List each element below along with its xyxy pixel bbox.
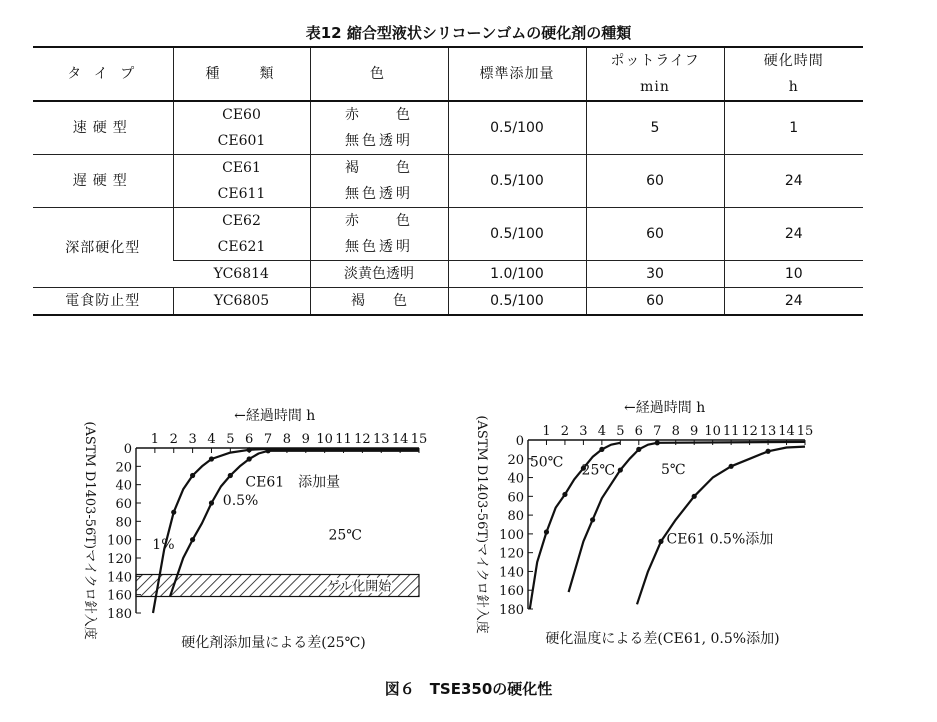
x-tick-label: 6 bbox=[634, 424, 643, 439]
header-curetime-label: 硬化時間 bbox=[763, 53, 824, 69]
y-tick-label: 140 bbox=[107, 570, 132, 586]
kind-value: CE611 bbox=[217, 186, 266, 202]
kind-value: YC6805 bbox=[173, 288, 310, 316]
potlife-value: 60 bbox=[586, 288, 724, 316]
series-label: 0.5% bbox=[222, 492, 259, 509]
chart-caption: 硬化剤添加量による差(25℃) bbox=[181, 635, 366, 651]
chart-caption: 硬化温度による差(CE61, 0.5%添加) bbox=[545, 631, 780, 647]
x-tick-label: 10 bbox=[704, 424, 721, 439]
series-label: 25℃ bbox=[581, 462, 616, 479]
amount-value: 0.5/100 bbox=[448, 101, 586, 155]
series-point bbox=[544, 529, 549, 534]
potlife-value: 30 bbox=[586, 261, 724, 288]
series-point bbox=[590, 517, 595, 522]
potlife-value: 60 bbox=[586, 208, 724, 261]
series-label: 1% bbox=[152, 536, 175, 553]
series-point bbox=[190, 473, 195, 478]
kind-cell bbox=[173, 208, 310, 261]
y-tick-label: 80 bbox=[115, 515, 132, 531]
series-point bbox=[247, 447, 252, 452]
y-axis-label: (ASTM D1403-56T)マイクロ針入度 bbox=[82, 421, 97, 640]
y-tick-label: 120 bbox=[499, 546, 524, 562]
color-value: 褐 色 bbox=[310, 288, 448, 316]
series-point bbox=[228, 473, 233, 478]
curetime-value: 10 bbox=[724, 261, 863, 288]
table-header-row bbox=[33, 47, 863, 101]
header-potlife-label: ポットライフ bbox=[610, 53, 700, 69]
kind-value: CE62 bbox=[222, 213, 261, 229]
kind-value: CE621 bbox=[217, 239, 266, 255]
header-amount: 標準添加量 bbox=[448, 47, 586, 101]
kind-value: YC6814 bbox=[173, 261, 310, 288]
series-point bbox=[190, 537, 195, 542]
chart-cure-temperature bbox=[474, 399, 813, 647]
kind-cell bbox=[173, 101, 310, 155]
x-tick-label: 13 bbox=[759, 424, 777, 439]
y-tick-label: 100 bbox=[107, 533, 132, 549]
x-tick-label: 15 bbox=[410, 432, 428, 447]
table-title: 表12 縮合型液状シリコーンゴムの硬化剤の種類 bbox=[305, 24, 632, 42]
y-tick-label: 140 bbox=[499, 565, 524, 581]
potlife-value: 5 bbox=[586, 101, 724, 155]
color-value: 赤 色 bbox=[345, 107, 413, 123]
x-tick-label: 3 bbox=[188, 432, 197, 447]
y-tick-label: 80 bbox=[507, 509, 524, 525]
x-tick-label: 14 bbox=[778, 424, 795, 439]
y-tick-label: 0 bbox=[515, 434, 524, 449]
series-point bbox=[636, 447, 641, 452]
kind-cell bbox=[173, 155, 310, 208]
chart-additive-amount bbox=[82, 407, 427, 651]
series-point bbox=[618, 467, 623, 472]
x-tick-label: 9 bbox=[301, 432, 310, 447]
x-tick-label: 8 bbox=[282, 432, 292, 447]
y-tick-label: 20 bbox=[507, 452, 524, 468]
y-tick-label: 120 bbox=[107, 552, 132, 567]
potlife-value: 60 bbox=[586, 155, 724, 208]
type-corrosion: 電食防止型 bbox=[33, 288, 173, 316]
header-potlife bbox=[586, 47, 724, 101]
x-tick-label: 14 bbox=[391, 432, 409, 447]
series-point bbox=[729, 464, 734, 469]
chart-title: ←経過時間 h bbox=[624, 400, 706, 416]
x-tick-label: 3 bbox=[579, 424, 588, 439]
series-point bbox=[765, 449, 770, 454]
curetime-value: 24 bbox=[724, 288, 863, 316]
y-tick-label: 180 bbox=[499, 603, 524, 618]
color-value: 赤 色 bbox=[345, 213, 413, 229]
x-tick-label: 11 bbox=[335, 432, 352, 447]
x-tick-label: 5 bbox=[226, 432, 235, 447]
x-tick-label: 10 bbox=[316, 432, 333, 447]
amount-value: 1.0/100 bbox=[448, 261, 586, 288]
series-point bbox=[562, 492, 567, 497]
product-annotation: CE61 0.5%添加 bbox=[666, 531, 774, 548]
series-point bbox=[692, 494, 697, 499]
color-value: 無色透明 bbox=[345, 186, 413, 202]
table-row bbox=[33, 155, 863, 208]
x-tick-label: 15 bbox=[796, 424, 814, 439]
color-cell bbox=[310, 155, 448, 208]
series-point bbox=[655, 440, 660, 445]
x-tick-label: 5 bbox=[616, 424, 625, 439]
series-label: 50℃ bbox=[529, 454, 564, 471]
color-value: 淡黄色透明 bbox=[310, 261, 448, 288]
series-point bbox=[658, 539, 663, 544]
y-axis-label: (ASTM D1403-56T)マイクロ針入度 bbox=[474, 415, 489, 634]
color-value: 褐 色 bbox=[345, 160, 413, 176]
header-curetime-unit: h bbox=[788, 79, 799, 95]
y-tick-label: 0 bbox=[123, 442, 132, 457]
x-tick-label: 7 bbox=[653, 424, 662, 439]
type-deep: 深部硬化型 bbox=[33, 208, 173, 288]
kind-value: CE61 bbox=[222, 160, 261, 176]
x-tick-label: 2 bbox=[560, 424, 570, 439]
kind-value: CE601 bbox=[217, 133, 266, 149]
y-tick-label: 180 bbox=[107, 607, 132, 622]
x-tick-label: 9 bbox=[690, 424, 699, 439]
hardener-table bbox=[33, 46, 863, 316]
header-color: 色 bbox=[310, 47, 448, 101]
x-tick-label: 1 bbox=[542, 424, 551, 439]
temperature-annotation: 25℃ bbox=[328, 527, 362, 544]
amount-value: 0.5/100 bbox=[448, 155, 586, 208]
color-cell bbox=[310, 208, 448, 261]
series-point bbox=[247, 456, 252, 461]
series-point bbox=[265, 448, 270, 453]
color-value: 無色透明 bbox=[345, 133, 413, 149]
kind-value: CE60 bbox=[222, 107, 261, 123]
y-tick-label: 60 bbox=[115, 497, 132, 512]
x-tick-label: 4 bbox=[207, 432, 216, 447]
product-annotation: CE61 添加量 bbox=[245, 474, 341, 491]
figure-caption: 図６ TSE350の硬化性 bbox=[384, 680, 553, 698]
curetime-value: 24 bbox=[724, 155, 863, 208]
amount-value: 0.5/100 bbox=[448, 288, 586, 316]
color-value: 無色透明 bbox=[345, 239, 413, 255]
x-tick-label: 12 bbox=[741, 424, 758, 439]
gel-band-label: ゲル化開始 bbox=[326, 579, 392, 595]
type-slow: 遅硬型 bbox=[33, 155, 173, 208]
type-fast: 速硬型 bbox=[33, 101, 173, 155]
table-row bbox=[33, 288, 863, 316]
y-tick-label: 20 bbox=[115, 460, 132, 476]
curetime-value: 24 bbox=[724, 208, 863, 261]
charts-area bbox=[0, 380, 937, 670]
x-tick-label: 11 bbox=[722, 424, 740, 439]
series-point bbox=[209, 456, 214, 461]
header-curetime bbox=[724, 47, 863, 101]
amount-value: 0.5/100 bbox=[448, 208, 586, 261]
series-point bbox=[209, 500, 214, 505]
color-cell bbox=[310, 101, 448, 155]
header-kind: 種 類 bbox=[173, 47, 310, 101]
y-tick-label: 40 bbox=[115, 478, 132, 494]
chart-title: ←経過時間 h bbox=[234, 408, 316, 424]
series-point bbox=[171, 510, 176, 515]
x-tick-label: 6 bbox=[245, 432, 254, 447]
table-row bbox=[33, 101, 863, 155]
header-potlife-unit: min bbox=[640, 79, 670, 95]
curetime-value: 1 bbox=[724, 101, 863, 155]
y-tick-label: 100 bbox=[499, 527, 524, 543]
y-tick-label: 40 bbox=[507, 471, 524, 487]
table-row bbox=[33, 208, 863, 261]
header-type: タ イ プ bbox=[33, 47, 173, 101]
x-tick-label: 8 bbox=[671, 424, 680, 439]
y-tick-label: 160 bbox=[499, 584, 524, 600]
series-point bbox=[599, 447, 604, 452]
x-tick-label: 1 bbox=[150, 432, 160, 447]
x-tick-label: 4 bbox=[597, 424, 607, 439]
series-label: 5℃ bbox=[660, 461, 686, 478]
y-tick-label: 60 bbox=[507, 490, 524, 506]
x-tick-label: 13 bbox=[372, 432, 390, 447]
x-tick-label: 12 bbox=[354, 432, 371, 447]
y-tick-label: 160 bbox=[107, 588, 132, 604]
x-tick-label: 2 bbox=[169, 432, 178, 447]
x-tick-label: 7 bbox=[263, 432, 273, 447]
